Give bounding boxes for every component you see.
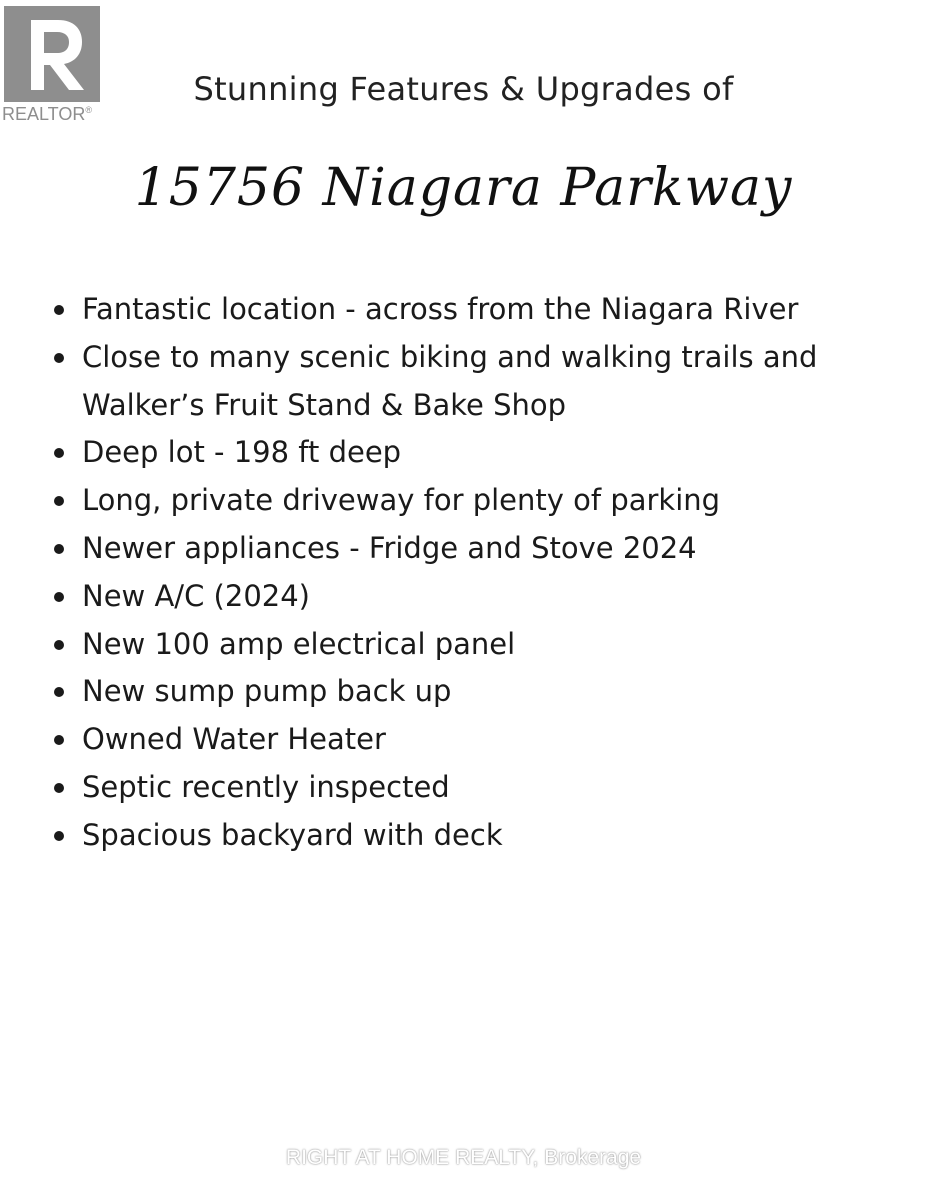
bullet-icon xyxy=(54,831,64,841)
feature-text: Septic recently inspected xyxy=(82,769,450,804)
feature-text: New A/C (2024) xyxy=(82,578,310,613)
brokerage-footer: RIGHT AT HOME REALTY, Brokerage xyxy=(285,1146,642,1169)
feature-text: Spacious backyard with deck xyxy=(82,817,503,852)
bullet-icon xyxy=(54,640,64,650)
property-address: 15756 Niagara Parkway xyxy=(134,158,793,218)
bullet-icon xyxy=(54,353,64,363)
feature-text: New sump pump back up xyxy=(82,674,452,709)
bullet-icon xyxy=(54,592,64,602)
feature-text: Fantastic location - across from the Niagara River xyxy=(82,292,799,326)
feature-text: New 100 amp electrical panel xyxy=(82,626,516,661)
bullet-icon xyxy=(54,544,64,554)
bullet-icon xyxy=(54,496,64,506)
feature-text: Newer appliances - Fridge and Stove 2024 xyxy=(82,530,697,565)
feature-item xyxy=(50,812,890,860)
page-heading: Stunning Features & Upgrades of xyxy=(193,70,734,108)
feature-text: Deep lot - 198 ft deep xyxy=(82,435,402,470)
feature-item xyxy=(50,668,890,716)
features-list xyxy=(50,286,890,860)
feature-item xyxy=(50,716,890,764)
bullet-icon xyxy=(54,687,64,697)
feature-text: Long, private driveway for plenty of parking xyxy=(82,483,721,518)
realtor-logo-text: REALTOR® xyxy=(2,104,92,124)
feature-item xyxy=(50,621,890,669)
feature-item xyxy=(50,477,890,525)
feature-item xyxy=(50,764,890,812)
feature-item xyxy=(50,429,890,477)
feature-item xyxy=(50,334,890,430)
feature-item xyxy=(50,525,890,573)
bullet-icon xyxy=(54,305,64,315)
feature-text: Owned Water Heater xyxy=(82,722,386,757)
feature-item xyxy=(50,286,890,334)
feature-text: Close to many scenic biking and walking trails and Walker’s Fruit Stand & Bake Shop xyxy=(82,339,818,422)
bullet-icon xyxy=(54,735,64,745)
bullet-icon xyxy=(54,783,64,793)
bullet-icon xyxy=(54,448,64,458)
feature-item xyxy=(50,573,890,621)
